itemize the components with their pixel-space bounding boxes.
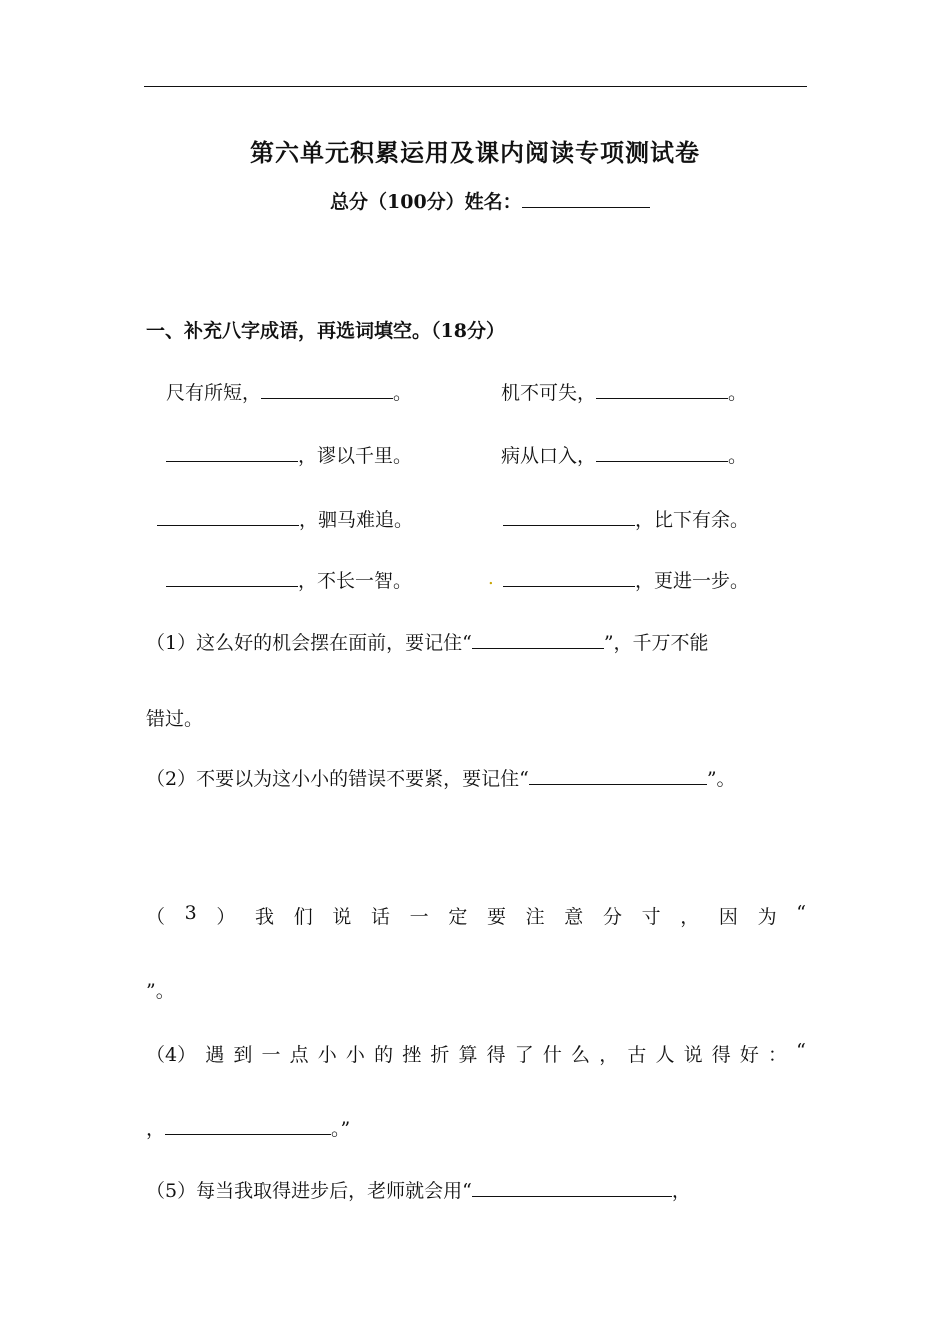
question-4 [146,1040,806,1067]
q4-char: 折 [430,1044,450,1066]
q4-char: 了 [514,1044,534,1066]
question-2 [146,764,736,791]
q4-char: 得 [711,1044,731,1066]
section-1-heading: 一、补充八字成语，再选词填空。（18分） [146,320,505,342]
q3-char: 因 [718,906,738,928]
question-3-cont: ”。 [146,980,175,1002]
idiom-r1-left [166,378,412,405]
q4-char: 的 [374,1044,394,1066]
question-text: （2）不要以为这小小的错误不要紧，要记住“ [146,768,529,790]
idiom-text: 尺有所短， [166,382,262,404]
q4-char: “ [796,1040,806,1062]
question-text: （5）每当我取得进步后，老师就会用“ [146,1180,472,1202]
question-text: （1）这么好的机会摆在面前，要记住“ [146,632,472,654]
question-1-cont: 错过。 [146,708,204,730]
q4-char: ， [599,1044,619,1066]
q4-char: 到 [233,1044,253,1066]
q3-char: 要 [486,906,506,928]
q4-char: 说 [683,1044,703,1066]
question-text: ， [671,1180,691,1202]
answer-blank[interactable] [261,382,393,399]
name-blank[interactable] [522,189,650,208]
page-title: 第六单元积累运用及课内阅读专项测试卷 [250,138,700,167]
q3-char: 意 [564,906,584,928]
idiom-r4-right [503,566,749,593]
idiom-text: 病从口入， [501,445,597,467]
q4-char: 挫 [402,1044,422,1066]
idiom-r3-left [157,505,413,532]
answer-blank[interactable] [529,768,707,785]
idiom-text: ，谬以千里。 [298,445,413,467]
answer-blank[interactable] [503,509,635,526]
q3-char: ， [680,906,700,928]
q3-char: 我 [255,906,275,928]
answer-blank[interactable] [166,445,298,462]
q4-char: （4） [146,1044,197,1066]
idiom-text: 。 [728,445,748,467]
question-text: 。” [331,1118,351,1140]
header-rule [144,86,807,87]
idiom-r1-right [501,378,747,405]
q4-char: ： [768,1044,788,1066]
question-3 [146,902,806,929]
idiom-r2-left [166,441,412,468]
q3-char: ） [216,906,236,928]
idiom-text: 机不可失， [501,382,597,404]
question-1 [146,628,709,655]
question-text: ， [146,1118,166,1140]
idiom-text: ，比下有余。 [635,509,750,531]
idiom-text: ，更进一步。 [635,570,750,592]
q4-char: 算 [458,1044,478,1066]
q3-char: “ [796,902,806,924]
q4-char: 人 [655,1044,675,1066]
q3-char: 们 [293,906,313,928]
idiom-text: 。 [393,382,413,404]
q3-char: 分 [602,906,622,928]
answer-blank[interactable] [472,632,604,649]
idiom-text: 。 [728,382,748,404]
idiom-r2-right [501,441,747,468]
score-label: 总分（100分）姓名： [330,191,522,213]
idiom-r4-left [166,566,412,593]
question-text: ”，千万不能 [603,632,709,654]
q3-char: 话 [371,906,391,928]
q4-char: 点 [289,1044,309,1066]
answer-blank[interactable] [165,1118,331,1135]
q4-char: 什 [542,1044,562,1066]
q3-char: 3 [184,902,197,924]
q3-char: 注 [525,906,545,928]
answer-blank[interactable] [157,509,299,526]
q4-char: 一 [261,1044,281,1066]
answer-blank[interactable] [166,570,298,587]
answer-blank[interactable] [596,445,728,462]
q4-char: 么 [571,1044,591,1066]
q4-char: 古 [627,1044,647,1066]
q3-char: （ [146,906,166,928]
q3-char: 说 [332,906,352,928]
q3-char: 寸 [641,906,661,928]
idiom-text: ，驷马难追。 [299,509,414,531]
answer-blank[interactable] [503,570,635,587]
stray-dot-mark: . [488,568,494,589]
q4-char: 得 [486,1044,506,1066]
score-name-line [330,187,650,214]
q4-char: 好 [739,1044,759,1066]
idiom-text: ，不长一智。 [298,570,413,592]
question-4-cont [146,1114,350,1141]
q3-char: 为 [757,906,777,928]
q4-char: 遇 [205,1044,225,1066]
question-text: ”。 [706,768,736,790]
q4-char: 小 [345,1044,365,1066]
q3-char: 定 [448,906,468,928]
answer-blank[interactable] [596,382,728,399]
q3-char: 一 [409,906,429,928]
idiom-r3-right [503,505,749,532]
answer-blank[interactable] [472,1180,672,1197]
question-5 [146,1176,691,1203]
q4-char: 小 [317,1044,337,1066]
